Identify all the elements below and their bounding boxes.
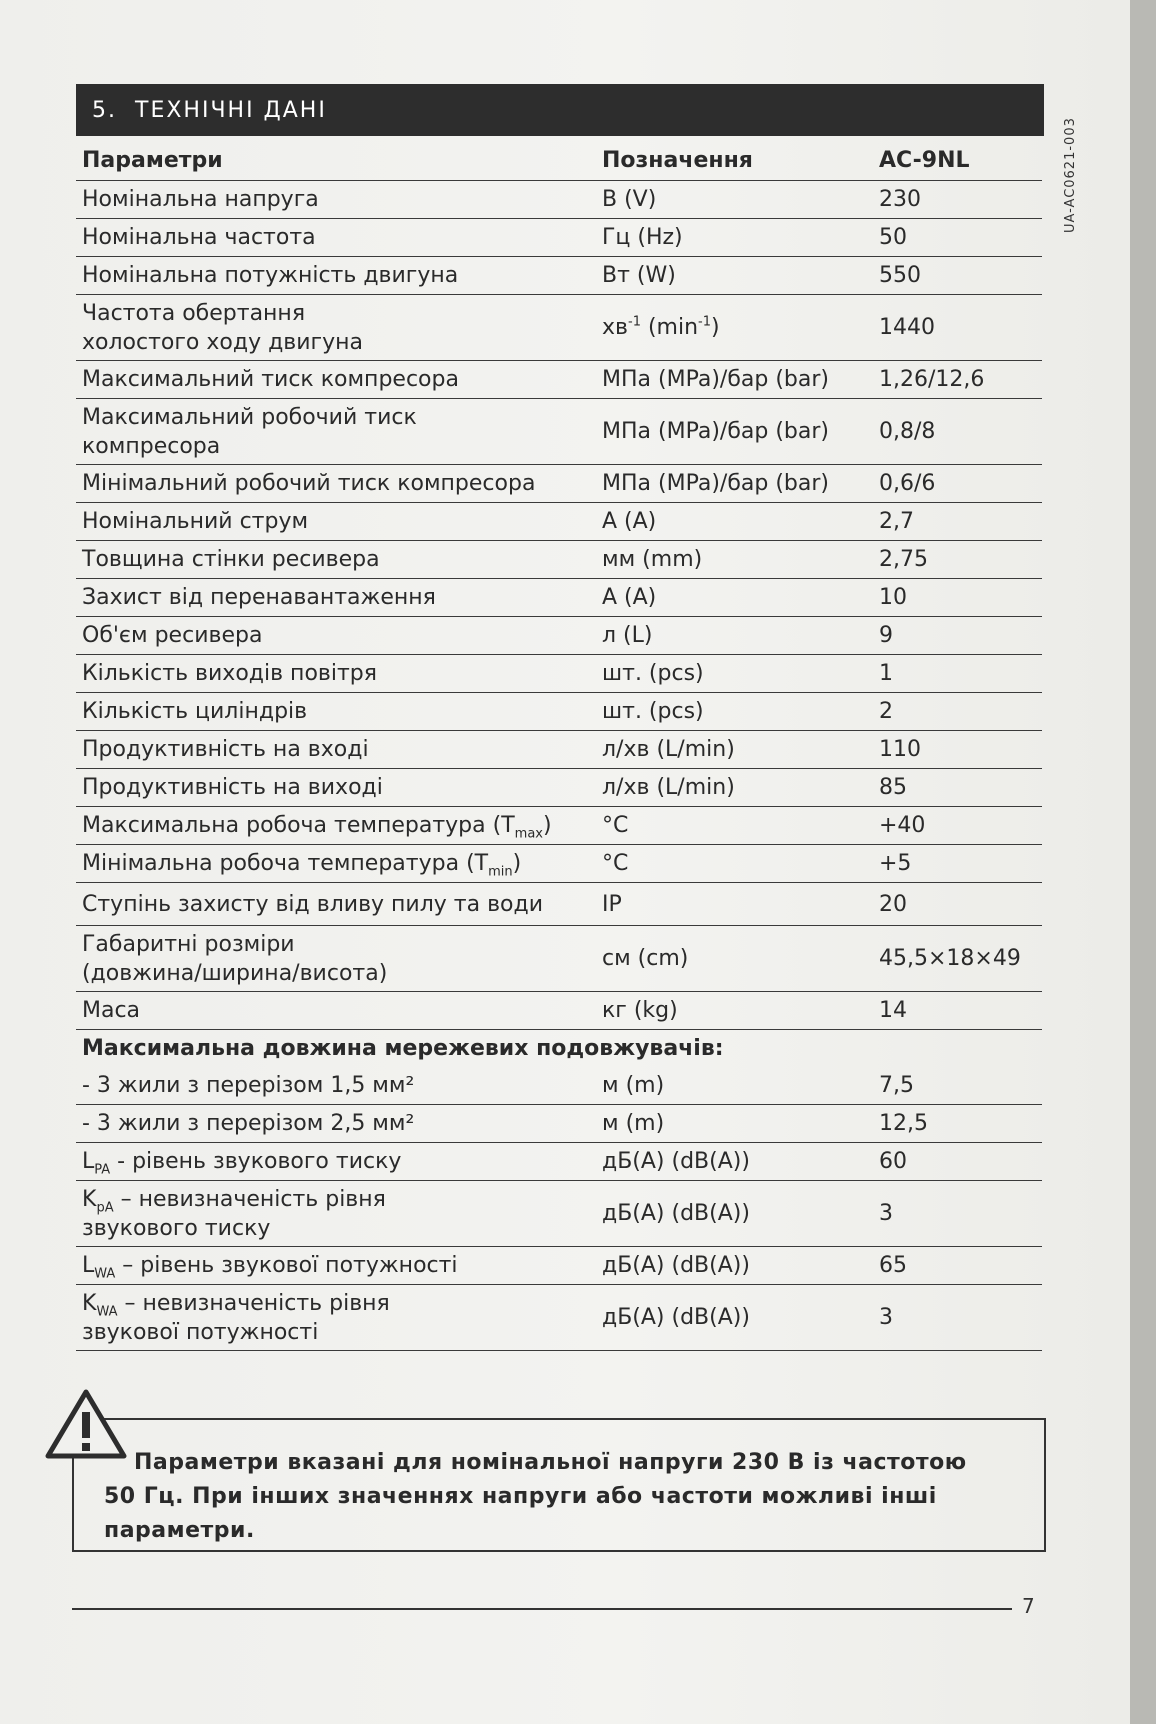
table-row [76, 1285, 1042, 1351]
row-unit: дБ(A) (dB(A)) [602, 1253, 750, 1278]
table-row [76, 731, 1042, 769]
table-row [76, 1247, 1042, 1285]
row-unit: дБ(A) (dB(A)) [602, 1149, 750, 1174]
table-header [76, 140, 1042, 181]
noise-sub: PA [94, 1162, 111, 1178]
row-value: 7,5 [879, 1073, 914, 1098]
row-param-line1: Максимальний робочий тиск [82, 404, 417, 430]
row-unit: л (L) [602, 623, 653, 648]
row-value: 2,75 [879, 547, 928, 572]
row-param [76, 1251, 598, 1280]
table-row [76, 541, 1042, 579]
row-param-line1 [82, 1289, 598, 1318]
row-value: 9 [879, 623, 893, 648]
row-param: Продуктивність на виході [82, 775, 383, 800]
section-header [76, 84, 1044, 136]
noise-text: – невизначеність рівня [113, 1186, 386, 1212]
row-param: Максимальний тиск компресора [82, 367, 459, 392]
row-value: 1,26/12,6 [879, 367, 985, 392]
row-param: Номінальна напруга [82, 187, 319, 212]
row-unit: МПа (MPa)/бар (bar) [602, 367, 829, 392]
row-value: 12,5 [879, 1111, 928, 1136]
param-sub: max [514, 826, 543, 842]
row-param [76, 1289, 598, 1347]
param-main: Максимальна робоча температура (T [82, 813, 515, 838]
noise-symbol: L [82, 1253, 95, 1278]
noise-text: - рівень звукового тиску [110, 1149, 402, 1174]
row-param [76, 299, 598, 357]
row-param [76, 849, 598, 878]
row-param: Захист від перенавантаження [82, 585, 436, 610]
table-row [76, 769, 1042, 807]
header-designation: Позначення [602, 147, 753, 173]
row-value: 230 [879, 187, 921, 212]
row-param-line2: (довжина/ширина/висота) [82, 960, 388, 986]
row-param: Кількість виходів повітря [82, 661, 377, 686]
table-row [76, 295, 1042, 361]
row-param: - 3 жили з перерізом 2,5 мм² [82, 1111, 415, 1136]
row-param-line2: компресора [82, 433, 221, 459]
row-param [76, 811, 598, 840]
row-unit: В (V) [602, 187, 657, 212]
row-unit: Гц (Hz) [602, 225, 683, 250]
noise-symbol: K [82, 1290, 97, 1316]
table-row [76, 992, 1042, 1030]
row-unit [598, 313, 877, 342]
noise-symbol: K [82, 1186, 97, 1212]
row-param-line2: звукової потужності [82, 1319, 319, 1345]
section-number: 5. [92, 97, 117, 123]
document-code: UA-AC0621-003 [1063, 117, 1078, 233]
table-row [76, 1067, 1042, 1105]
row-unit: шт. (pcs) [602, 661, 704, 686]
noise-sub: pA [96, 1199, 114, 1215]
row-value: 2 [879, 699, 893, 724]
row-unit: л/хв (L/min) [602, 737, 735, 762]
row-param [76, 1185, 598, 1243]
header-parameters: Параметри [82, 147, 223, 173]
row-unit: °C [602, 851, 629, 876]
row-unit: IP [602, 891, 622, 917]
param-main: Мінімальна робоча температура (T [82, 851, 489, 876]
row-param: Номінальний струм [82, 509, 309, 534]
row-value: 1 [879, 661, 893, 686]
row-value: 10 [879, 585, 907, 610]
row-value: 14 [879, 998, 907, 1023]
row-param: Товщина стінки ресивера [82, 547, 380, 572]
row-value: 65 [879, 1253, 907, 1278]
table-row [76, 1143, 1042, 1181]
row-unit: МПа (MPa)/бар (bar) [602, 419, 829, 444]
table-row [76, 219, 1042, 257]
row-param-line1 [82, 1185, 598, 1214]
row-value: 3 [879, 1201, 893, 1226]
row-unit: шт. (pcs) [602, 699, 704, 724]
unit-sup: -1 [628, 314, 641, 330]
warning-text: Параметри вказані для номінальної напруги 230 В із частотою 50 Гц. При інших значеннях напруги або частоти можливі інші параметри. [104, 1450, 967, 1543]
table-row [76, 257, 1042, 295]
page-number: 7 [1022, 1594, 1035, 1618]
table-row [76, 655, 1042, 693]
cable-heading-row [76, 1030, 1042, 1067]
row-value: 110 [879, 737, 921, 762]
noise-symbol: L [82, 1149, 95, 1174]
row-param-line2: звукового тиску [82, 1215, 271, 1241]
table-row [76, 503, 1042, 541]
row-param: Маса [82, 998, 141, 1023]
row-value: 550 [879, 263, 921, 288]
row-param-line2: холостого ходу двигуна [82, 329, 364, 355]
row-value: 60 [879, 1149, 907, 1174]
table-row [76, 361, 1042, 399]
row-value: 20 [879, 891, 907, 917]
row-unit: дБ(A) (dB(A)) [602, 1305, 750, 1330]
row-value: +5 [879, 851, 912, 876]
table-row [76, 579, 1042, 617]
noise-text: – рівень звукової потужності [115, 1253, 458, 1278]
row-unit: А (А) [602, 585, 657, 610]
table-row [76, 926, 1042, 992]
row-value: 50 [879, 225, 907, 250]
row-value: 0,6/6 [879, 471, 936, 496]
table-row [76, 1181, 1042, 1247]
noise-sub: WA [94, 1266, 116, 1282]
table-row [76, 181, 1042, 219]
footer-divider [72, 1608, 1012, 1610]
row-unit: дБ(A) (dB(A)) [602, 1201, 750, 1226]
row-param-line1: Габаритні розміри [82, 931, 295, 957]
row-unit: см (cm) [602, 946, 689, 971]
row-unit: А (А) [602, 509, 657, 534]
unit-base: хв [602, 315, 628, 340]
section-title: ТЕХНІЧНІ ДАНІ [135, 97, 327, 123]
warning-box [72, 1418, 1046, 1552]
row-value: +40 [879, 813, 926, 838]
row-param [76, 930, 598, 988]
row-param [76, 403, 598, 461]
row-unit: МПа (MPa)/бар (bar) [602, 471, 829, 496]
row-param: Ступінь захисту від вливу пилу та води [82, 891, 544, 917]
unit-close: ) [711, 315, 720, 340]
row-param: Кількість циліндрів [82, 699, 308, 724]
param-end: ) [542, 813, 552, 838]
row-value: 2,7 [879, 509, 914, 534]
row-param [76, 1147, 598, 1176]
row-unit: м (m) [602, 1111, 665, 1136]
row-unit: °C [602, 813, 629, 838]
row-unit: м (m) [602, 1073, 665, 1098]
row-param: Номінальна потужність двигуна [82, 263, 459, 288]
row-unit: мм (mm) [602, 547, 703, 572]
table-row [76, 807, 1042, 845]
table-row [76, 465, 1042, 503]
cable-heading: Максимальна довжина мережевих подовжувачів: [82, 1036, 724, 1061]
warning-triangle-icon [44, 1388, 128, 1460]
table-row [76, 399, 1042, 465]
row-value: 0,8/8 [879, 419, 936, 444]
param-end: ) [512, 851, 522, 876]
unit-sup2: -1 [698, 314, 711, 330]
row-value: 3 [879, 1305, 893, 1330]
row-unit: л/хв (L/min) [602, 775, 735, 800]
table-row [76, 845, 1042, 883]
row-param: Номінальна частота [82, 225, 316, 250]
noise-sub: WA [96, 1303, 118, 1319]
row-param: Мінімальний робочий тиск компресора [82, 471, 536, 496]
table-row [76, 883, 1042, 926]
row-unit: кг (kg) [602, 998, 678, 1023]
row-param: Продуктивність на вході [82, 737, 369, 762]
row-param: Об'єм ресивера [82, 623, 263, 648]
table-row [76, 693, 1042, 731]
row-param-line1: Частота обертання [82, 300, 306, 326]
row-param: - 3 жили з перерізом 1,5 мм² [82, 1073, 415, 1098]
table-row [76, 1105, 1042, 1143]
row-value: 85 [879, 775, 907, 800]
param-sub: min [488, 864, 513, 880]
technical-data-table [76, 140, 1042, 1351]
unit-open: (min [640, 315, 699, 340]
row-value: 1440 [879, 315, 935, 340]
row-value: 45,5×18×49 [879, 946, 1021, 971]
noise-text: – невизначеність рівня [117, 1290, 390, 1316]
row-unit: Вт (W) [602, 263, 676, 288]
header-model: AC-9NL [879, 147, 970, 173]
table-row [76, 617, 1042, 655]
